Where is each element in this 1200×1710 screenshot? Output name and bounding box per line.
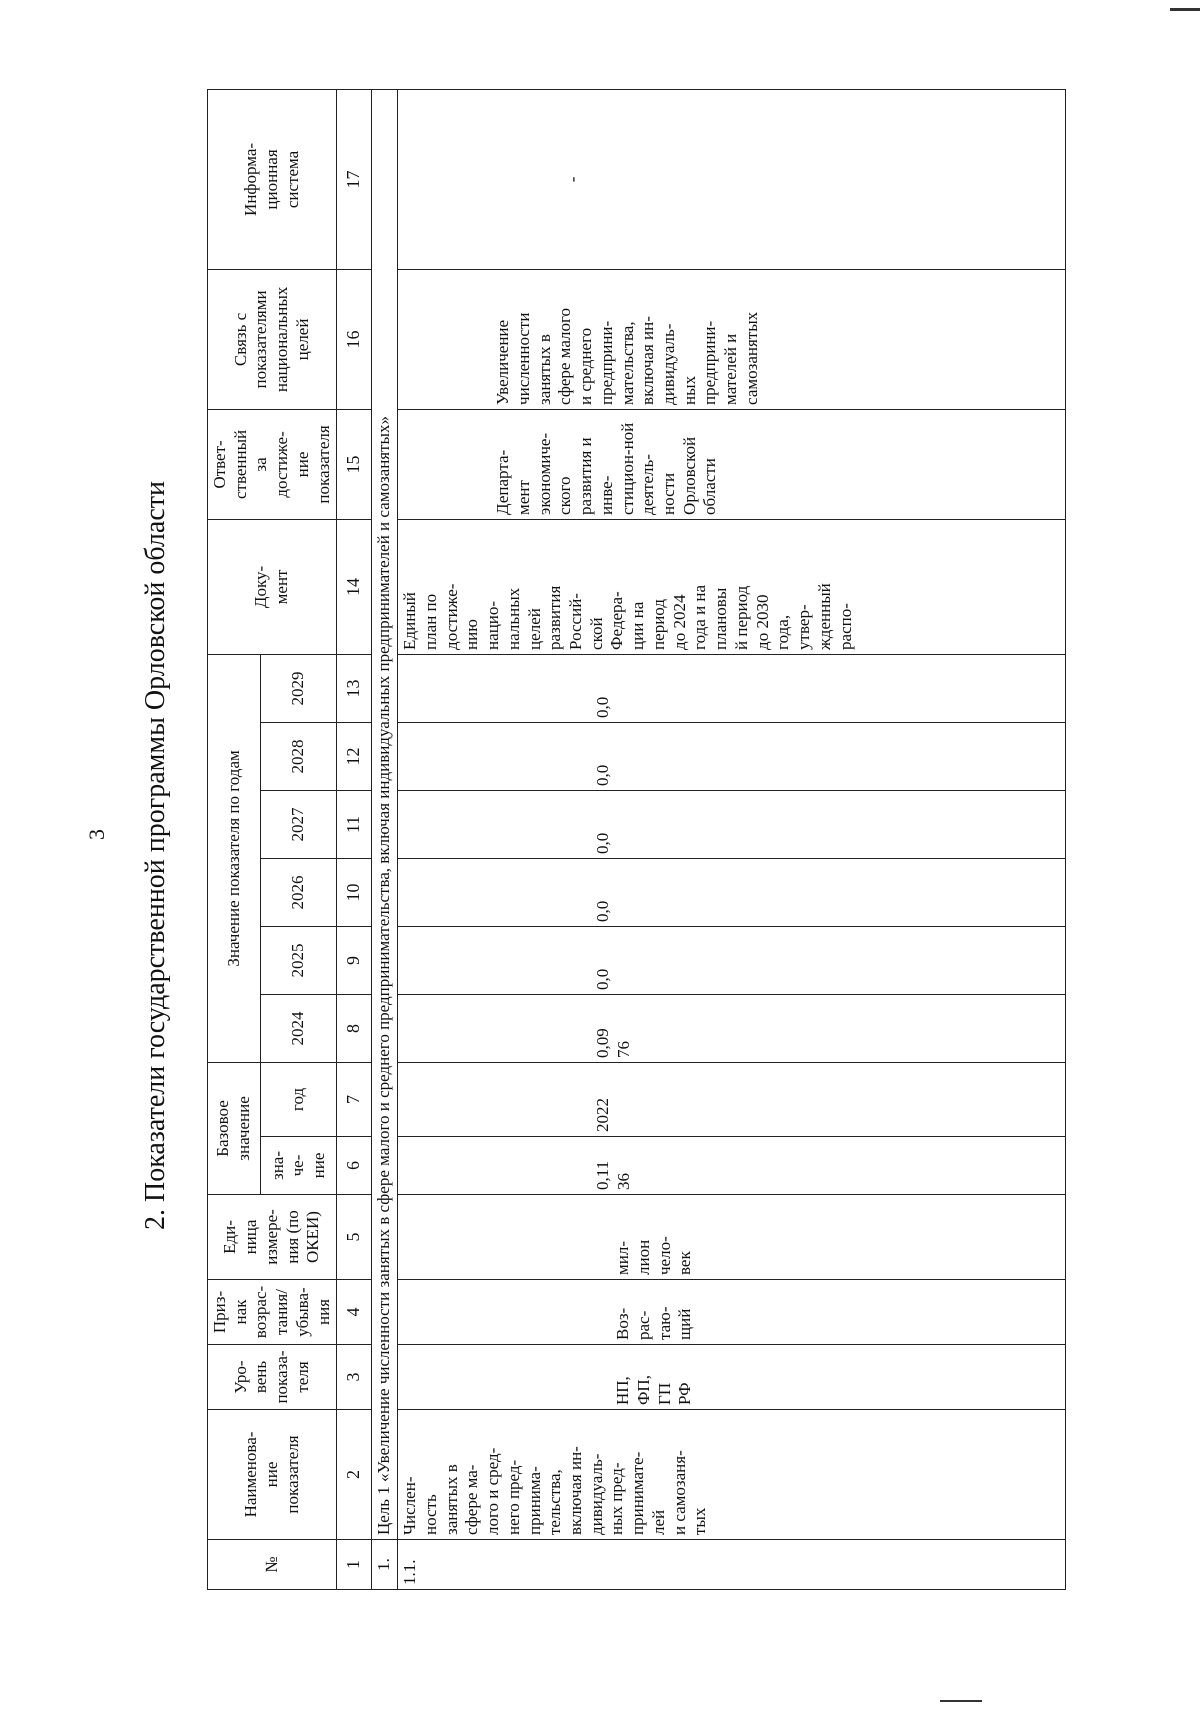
header-2024: 2024 — [260, 994, 337, 1062]
scan-mark-bottom — [940, 1700, 982, 1702]
goal-text: Цель 1 «Увеличение численности занятых в сфере малого и среднего предпринимательства, включая индивидуальных предпринимателей и самозанятых» — [372, 89, 398, 1539]
row-number: 1.1. — [398, 1540, 1066, 1590]
information-system: - — [398, 89, 1066, 269]
header-2027: 2027 — [260, 790, 337, 858]
column-number: 5 — [337, 1195, 372, 1280]
responsible-body: Департа- мент экономиче- ского развития и инве- стицион-ной деятель- ности Орловской области — [398, 409, 1066, 519]
header-base-year: год — [260, 1062, 337, 1136]
header-level: Уро- вень показа- теля — [208, 1345, 337, 1410]
column-number: 15 — [337, 409, 372, 519]
header-years-group: Значение показателя по годам — [208, 654, 261, 1062]
header-sign: Приз- нак возрас- тания/ убыва- ния — [208, 1280, 337, 1345]
goal-row — [372, 89, 398, 1589]
header-document: Доку- мент — [208, 519, 337, 654]
indicator-sign: Воз- рас- таю- щий — [398, 1280, 1066, 1345]
column-number: 10 — [337, 858, 372, 926]
header-base-value: зна- че- ние — [260, 1137, 337, 1195]
header-2026: 2026 — [260, 858, 337, 926]
header-link: Связь с показателями национальных целей — [208, 269, 337, 409]
indicators-table-container — [207, 90, 1087, 1590]
value-2027: 0,0 — [398, 790, 1066, 858]
column-number: 17 — [337, 89, 372, 269]
header-name: Наименова- ние показателя — [208, 1410, 337, 1540]
indicator-name: Числен- ность занятых в сфере ма- лого и сред- него пред- принима- тельства, включая ин- дивидуаль- ных пред- принимате- лей и самозаня- тых — [398, 1410, 1066, 1540]
column-number: 14 — [337, 519, 372, 654]
column-number: 12 — [337, 722, 372, 790]
national-goal-link: Увеличение численности занятых в сфере малого и среднего предприни- мательства, включая ин- дивидуаль- ных предприни- мателей и самозанятых — [398, 269, 1066, 409]
value-2028: 0,0 — [398, 722, 1066, 790]
base-year: 2022 — [398, 1062, 1066, 1136]
column-number: 2 — [337, 1410, 372, 1540]
header-base-group: Базовое значение — [208, 1062, 261, 1194]
value-2024: 0,09 76 — [398, 994, 1066, 1062]
value-2025: 0,0 — [398, 926, 1066, 994]
header-2025: 2025 — [260, 926, 337, 994]
header-unit: Еди- ница измере- ния (по ОКЕИ) — [208, 1195, 337, 1280]
column-number: 9 — [337, 926, 372, 994]
column-number: 6 — [337, 1137, 372, 1195]
value-2029: 0,0 — [398, 654, 1066, 722]
header-no: № — [208, 1540, 337, 1590]
header-infosys: Информа- ционная система — [208, 89, 337, 269]
column-number: 13 — [337, 654, 372, 722]
document-reference: Единый план по достиже- нию нацио- нальных целей развития Россий- ской Федера- ции на период до 2024 года и на плановы й период до 2030 года, утвер- жденный распо- — [398, 519, 1066, 654]
header-responsible: Ответ- ственный за достиже- ние показателя — [208, 409, 337, 519]
column-number: 3 — [337, 1345, 372, 1410]
header-row-1 — [208, 89, 261, 1589]
value-2026: 0,0 — [398, 858, 1066, 926]
indicator-level: НП, ФП, ГП РФ — [398, 1345, 1066, 1410]
column-number: 16 — [337, 269, 372, 409]
column-number: 4 — [337, 1280, 372, 1345]
indicators-table — [207, 89, 1066, 1590]
column-number: 11 — [337, 790, 372, 858]
scan-mark-top — [1170, 8, 1200, 11]
indicator-unit: мил- лион чело- век — [398, 1195, 1066, 1280]
column-number: 8 — [337, 994, 372, 1062]
goal-number: 1. — [372, 1540, 398, 1590]
column-number: 1 — [337, 1540, 372, 1590]
column-numbers-row — [337, 89, 372, 1589]
page-number: 3 — [84, 829, 109, 840]
header-2028: 2028 — [260, 722, 337, 790]
page-title: 2. Показатели государственной программы Орловской области — [140, 481, 171, 1230]
header-2029: 2029 — [260, 654, 337, 722]
base-value: 0,11 36 — [398, 1137, 1066, 1195]
table-row — [398, 89, 1066, 1589]
column-number: 7 — [337, 1062, 372, 1136]
